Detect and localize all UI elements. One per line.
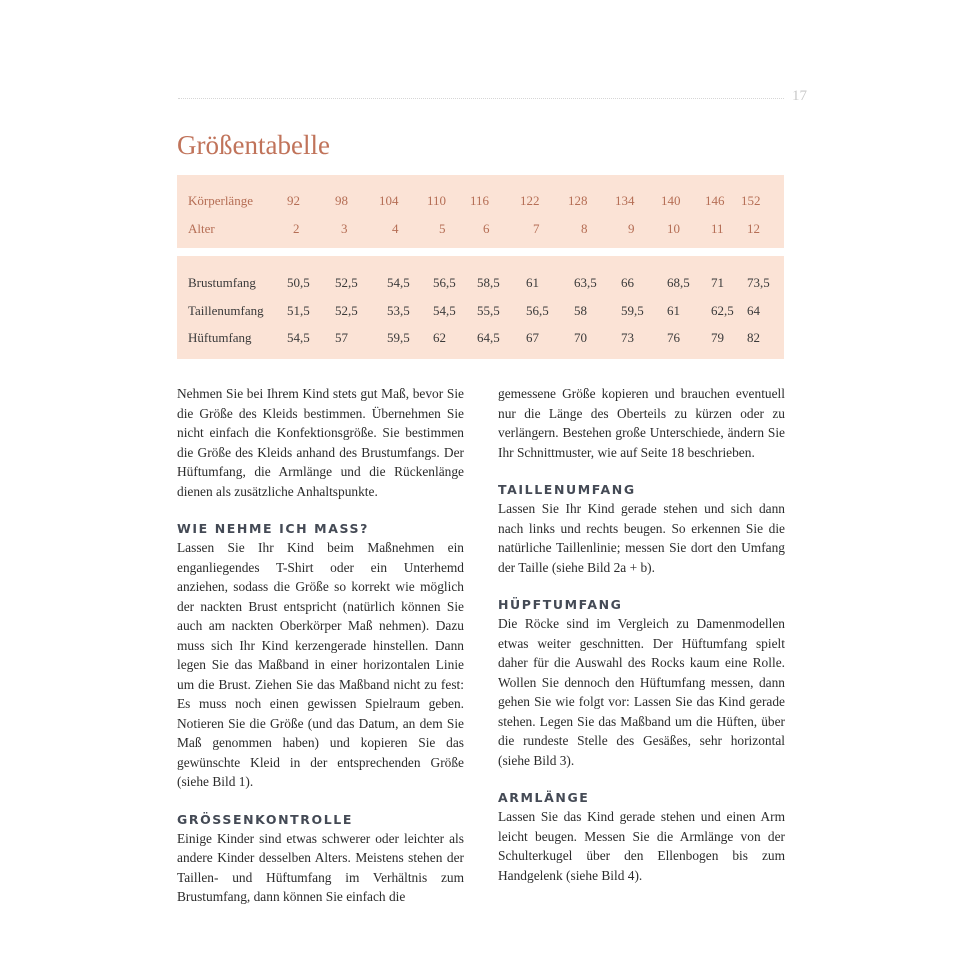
table-cell: 4	[392, 221, 399, 236]
table-row-koerperlaenge	[177, 193, 784, 213]
size-table-top	[177, 175, 784, 248]
table-row-hueftumfang	[177, 330, 784, 350]
page-number: 17	[792, 88, 807, 104]
table-cell: 52,5	[335, 275, 358, 290]
table-cell: 12	[747, 221, 760, 236]
header-rule	[178, 98, 784, 99]
row-label: Alter	[188, 221, 215, 236]
table-cell: 140	[661, 193, 681, 208]
row-label: Hüftumfang	[188, 330, 252, 345]
table-cell: 79	[711, 330, 724, 345]
table-cell: 61	[526, 275, 539, 290]
table-cell: 54,5	[287, 330, 310, 345]
table-cell: 58	[574, 303, 587, 318]
table-cell: 128	[568, 193, 588, 208]
table-cell: 11	[711, 221, 724, 236]
intro-paragraph: Nehmen Sie bei Ihrem Kind stets gut Maß, bevor Sie die Größe des Kleids bestimmen. Übernehmen Sie nicht einfach die Konfektionsgröße. Sie bestimmen die Größe des Kleids anhand des Brustumfangs. Der Hüftumfang, die Armlänge und die Rückenlänge dienen als zusätzliche Anhaltspunkte.	[177, 386, 464, 499]
heading-groessenkontrolle: GRÖSSENKONTROLLE	[177, 811, 354, 827]
table-cell: 7	[533, 221, 540, 236]
table-cell: 58,5	[477, 275, 500, 290]
table-cell: 56,5	[433, 275, 456, 290]
paragraph-continued: gemessene Größe kopieren und brauchen eventuell nur die Länge des Oberteils zu kürzen oder zu verlängern. Bestehen große Unterschiede, ändern Sie Ihr Schnittmuster, wie auf Seite 18 beschrieben.	[498, 386, 785, 460]
row-label: Taillenumfang	[188, 303, 264, 318]
paragraph-taille: Lassen Sie Ihr Kind gerade stehen und sich dann nach links und rechts beugen. So erkennen Sie die natürliche Taillenlinie; messen Sie dort den Umfang der Taille (siehe Bild 2a + b).	[498, 501, 785, 575]
table-cell: 59,5	[387, 330, 410, 345]
row-label: Brustumfang	[188, 275, 256, 290]
heading-wie-nehme-ich-mass: WIE NEHME ICH MASS?	[177, 521, 369, 536]
paragraph-kontrolle: Einige Kinder sind etwas schwerer oder leichter als andere Kinder desselben Alters. Meistens stehen der Taillen- und Hüftumfang im Verhältnis zum Brustumfang, dann können Sie einfach die	[177, 830, 464, 904]
text-column-left	[177, 384, 464, 907]
table-cell: 92	[287, 193, 300, 208]
heading-armlaenge: ARMLÄNGE	[498, 790, 590, 805]
table-cell: 57	[335, 330, 348, 345]
table-cell: 54,5	[433, 303, 456, 318]
text-column-right	[498, 384, 785, 885]
table-cell: 70	[574, 330, 587, 345]
table-row-alter	[177, 221, 784, 241]
table-cell: 62,5	[711, 303, 734, 318]
row-label: Körperlänge	[188, 193, 253, 208]
table-cell: 9	[628, 221, 635, 236]
table-cell: 146	[705, 193, 725, 208]
table-cell: 50,5	[287, 275, 310, 290]
table-cell: 73,5	[747, 275, 770, 290]
paragraph-messen: Lassen Sie Ihr Kind beim Maßnehmen ein enganliegendes T-Shirt oder ein Unterhemd anziehen, sodass die Größe so korrekt wie möglich der nackten Brust entspricht (natürlich können Sie auch am nackten Oberkörper Maß nehmen). Dazu muss sich Ihr Kind kerzengerade hinstellen. Dann legen Sie das Maßband in einer horizontalen Linie um die Brust. Ziehen Sie das Maßband nicht zu fest: Es muss noch einen gewissen Spielraum geben. Notieren Sie die Größe (und das Datum, an dem Sie Maß genommen haben) und kopieren Sie das gewünschte Kleid in der entsprechenden Größe (siehe Bild 1).	[177, 540, 464, 789]
table-cell: 64,5	[477, 330, 500, 345]
table-cell: 61	[667, 303, 680, 318]
table-cell: 73	[621, 330, 634, 345]
table-cell: 98	[335, 193, 348, 208]
table-cell: 76	[667, 330, 680, 345]
table-cell: 3	[341, 221, 348, 236]
table-cell: 59,5	[621, 303, 644, 318]
table-cell: 122	[520, 193, 540, 208]
heading-taillenumfang: TAILLENUMFANG	[498, 482, 636, 497]
table-cell: 10	[667, 221, 680, 236]
table-cell: 52,5	[335, 303, 358, 318]
table-cell: 53,5	[387, 303, 410, 318]
heading-huepftumfang: HÜPFTUMFANG	[498, 597, 623, 612]
table-row-taillenumfang	[177, 303, 784, 323]
table-cell: 82	[747, 330, 760, 345]
table-cell: 66	[621, 275, 634, 290]
table-cell: 116	[470, 193, 490, 208]
table-cell: 8	[581, 221, 588, 236]
table-cell: 62	[433, 330, 446, 345]
table-cell: 6	[483, 221, 490, 236]
table-cell: 2	[293, 221, 300, 236]
paragraph-arm: Lassen Sie das Kind gerade stehen und einen Arm leicht beugen. Messen Sie die Armlänge von der Schulterkugel über den Ellenbogen bis zum Handgelenk (siehe Bild 4).	[498, 809, 785, 883]
table-cell: 71	[711, 275, 724, 290]
table-cell: 134	[615, 193, 635, 208]
table-cell: 152	[741, 193, 761, 208]
table-cell: 110	[427, 193, 447, 208]
size-table-bottom	[177, 256, 784, 359]
paragraph-huefte: Die Röcke sind im Vergleich zu Damenmodellen etwas weiter geschnitten. Der Hüftumfang spielt daher für die Auswahl des Rocks kaum eine Rolle. Wollen Sie dennoch den Hüftumfang messen, dann gehen Sie wie folgt vor: Lassen Sie das Kind gerade stehen. Legen Sie das Maßband um die Hüften, über die rundeste Stelle des Gesäßes, sehr horizontal (siehe Bild 3).	[498, 616, 785, 768]
table-cell: 64	[747, 303, 760, 318]
table-cell: 5	[439, 221, 446, 236]
page-title: Größentabelle	[177, 130, 330, 160]
table-cell: 51,5	[287, 303, 310, 318]
table-cell: 104	[379, 193, 399, 208]
table-cell: 68,5	[667, 275, 690, 290]
table-cell: 63,5	[574, 275, 597, 290]
table-row-brustumfang	[177, 275, 784, 295]
table-cell: 54,5	[387, 275, 410, 290]
table-cell: 56,5	[526, 303, 549, 318]
table-cell: 67	[526, 330, 539, 345]
table-cell: 55,5	[477, 303, 500, 318]
